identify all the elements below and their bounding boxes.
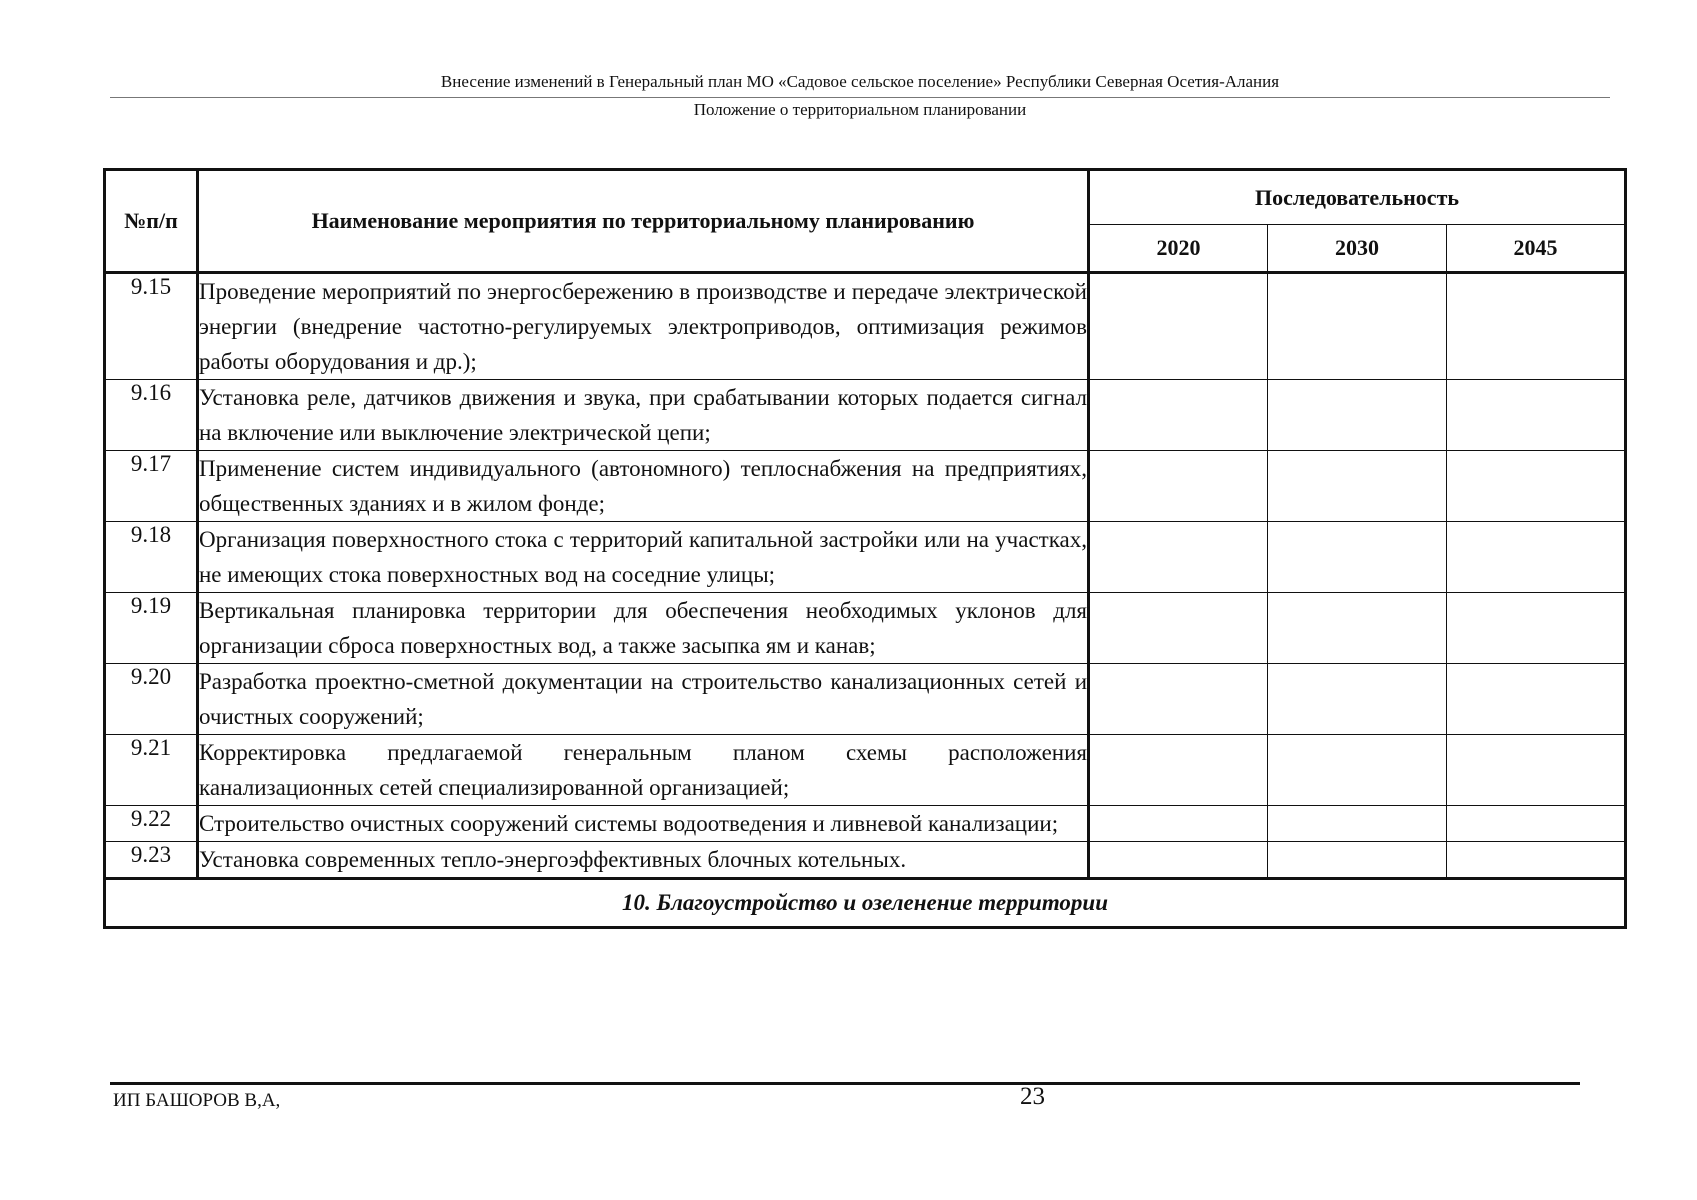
table-row xyxy=(105,380,1626,451)
year-cell xyxy=(1268,842,1447,879)
year-cell xyxy=(1268,273,1447,380)
row-number: 9.17 xyxy=(105,451,198,522)
table-row xyxy=(105,842,1626,879)
year-cell xyxy=(1268,735,1447,806)
measure-description: Организация поверхностного стока с территорий капитальной застройки или на участках, не имеющих стока поверхностных вод на соседние улицы; xyxy=(198,522,1089,593)
column-header-number: №п/п xyxy=(105,170,198,273)
table-row xyxy=(105,522,1626,593)
document-header-subtitle: Положение о территориальном планировании xyxy=(693,100,1027,119)
measure-description: Корректировка предлагаемой генеральным планом схемы расположения канализационных сетей специализированной организацией; xyxy=(198,735,1089,806)
measure-description: Проведение мероприятий по энергосбережению в производстве и передаче электрической энергии (внедрение частотно-регулируемых электроприводов, оптимизация режимов работы оборудования и др.); xyxy=(198,273,1089,380)
year-cell xyxy=(1268,593,1447,664)
year-cell xyxy=(1447,273,1626,380)
year-cell xyxy=(1089,806,1268,842)
year-cell xyxy=(1447,664,1626,735)
document-header-title: Внесение изменений в Генеральный план МО «Садовое сельское поселение» Республики Северная Осетия-Алания xyxy=(440,72,1280,91)
table-row xyxy=(105,451,1626,522)
row-number: 9.18 xyxy=(105,522,198,593)
table-row xyxy=(105,735,1626,806)
measures-table xyxy=(103,168,1627,929)
column-header-year: 2020 xyxy=(1089,225,1268,273)
year-cell xyxy=(1268,451,1447,522)
row-number: 9.15 xyxy=(105,273,198,380)
table-row xyxy=(105,806,1626,842)
section-row xyxy=(105,879,1626,928)
measure-description: Установка современных тепло-энергоэффективных блочных котельных. xyxy=(198,842,1089,879)
year-cell xyxy=(1089,593,1268,664)
year-cell xyxy=(1447,380,1626,451)
column-header-year: 2045 xyxy=(1447,225,1626,273)
year-cell xyxy=(1447,451,1626,522)
year-cell xyxy=(1089,664,1268,735)
footer-author: ИП БАШОРОВ В,А, xyxy=(113,1090,281,1111)
column-header-year: 2030 xyxy=(1268,225,1447,273)
table-row xyxy=(105,593,1626,664)
table-row xyxy=(105,664,1626,735)
year-cell xyxy=(1089,451,1268,522)
year-cell xyxy=(1089,522,1268,593)
column-header-sequence: Последовательность xyxy=(1089,170,1626,225)
year-cell xyxy=(1447,593,1626,664)
row-number: 9.20 xyxy=(105,664,198,735)
header-divider xyxy=(110,97,1610,98)
year-cell xyxy=(1268,380,1447,451)
footer-divider xyxy=(110,1082,1580,1085)
section-title: 10. Благоустройство и озеленение территории xyxy=(105,879,1626,928)
year-cell xyxy=(1089,735,1268,806)
measure-description: Установка реле, датчиков движения и звука, при срабатывании которых подается сигнал на включение или выключение электрической цепи; xyxy=(198,380,1089,451)
year-cell xyxy=(1268,664,1447,735)
year-cell xyxy=(1268,806,1447,842)
row-number: 9.16 xyxy=(105,380,198,451)
table-row xyxy=(105,273,1626,380)
measure-description: Строительство очистных сооружений системы водоотведения и ливневой канализации; xyxy=(198,806,1089,842)
measure-description: Применение систем индивидуального (автономного) теплоснабжения на предприятиях, общественных зданиях и в жилом фонде; xyxy=(198,451,1089,522)
year-cell xyxy=(1447,735,1626,806)
year-cell xyxy=(1268,522,1447,593)
measure-description: Вертикальная планировка территории для обеспечения необходимых уклонов для организации сброса поверхностных вод, а также засыпка ям и канав; xyxy=(198,593,1089,664)
year-cell xyxy=(1089,380,1268,451)
year-cell xyxy=(1447,806,1626,842)
page-number: 23 xyxy=(1020,1083,1045,1110)
row-number: 9.23 xyxy=(105,842,198,879)
measure-description: Разработка проектно-сметной документации на строительство канализационных сетей и очистных сооружений; xyxy=(198,664,1089,735)
year-cell xyxy=(1089,273,1268,380)
row-number: 9.21 xyxy=(105,735,198,806)
row-number: 9.19 xyxy=(105,593,198,664)
row-number: 9.22 xyxy=(105,806,198,842)
table-body xyxy=(105,273,1626,879)
year-cell xyxy=(1089,842,1268,879)
column-header-name: Наименование мероприятия по территориальному планированию xyxy=(198,170,1089,273)
year-cell xyxy=(1447,842,1626,879)
year-cell xyxy=(1447,522,1626,593)
